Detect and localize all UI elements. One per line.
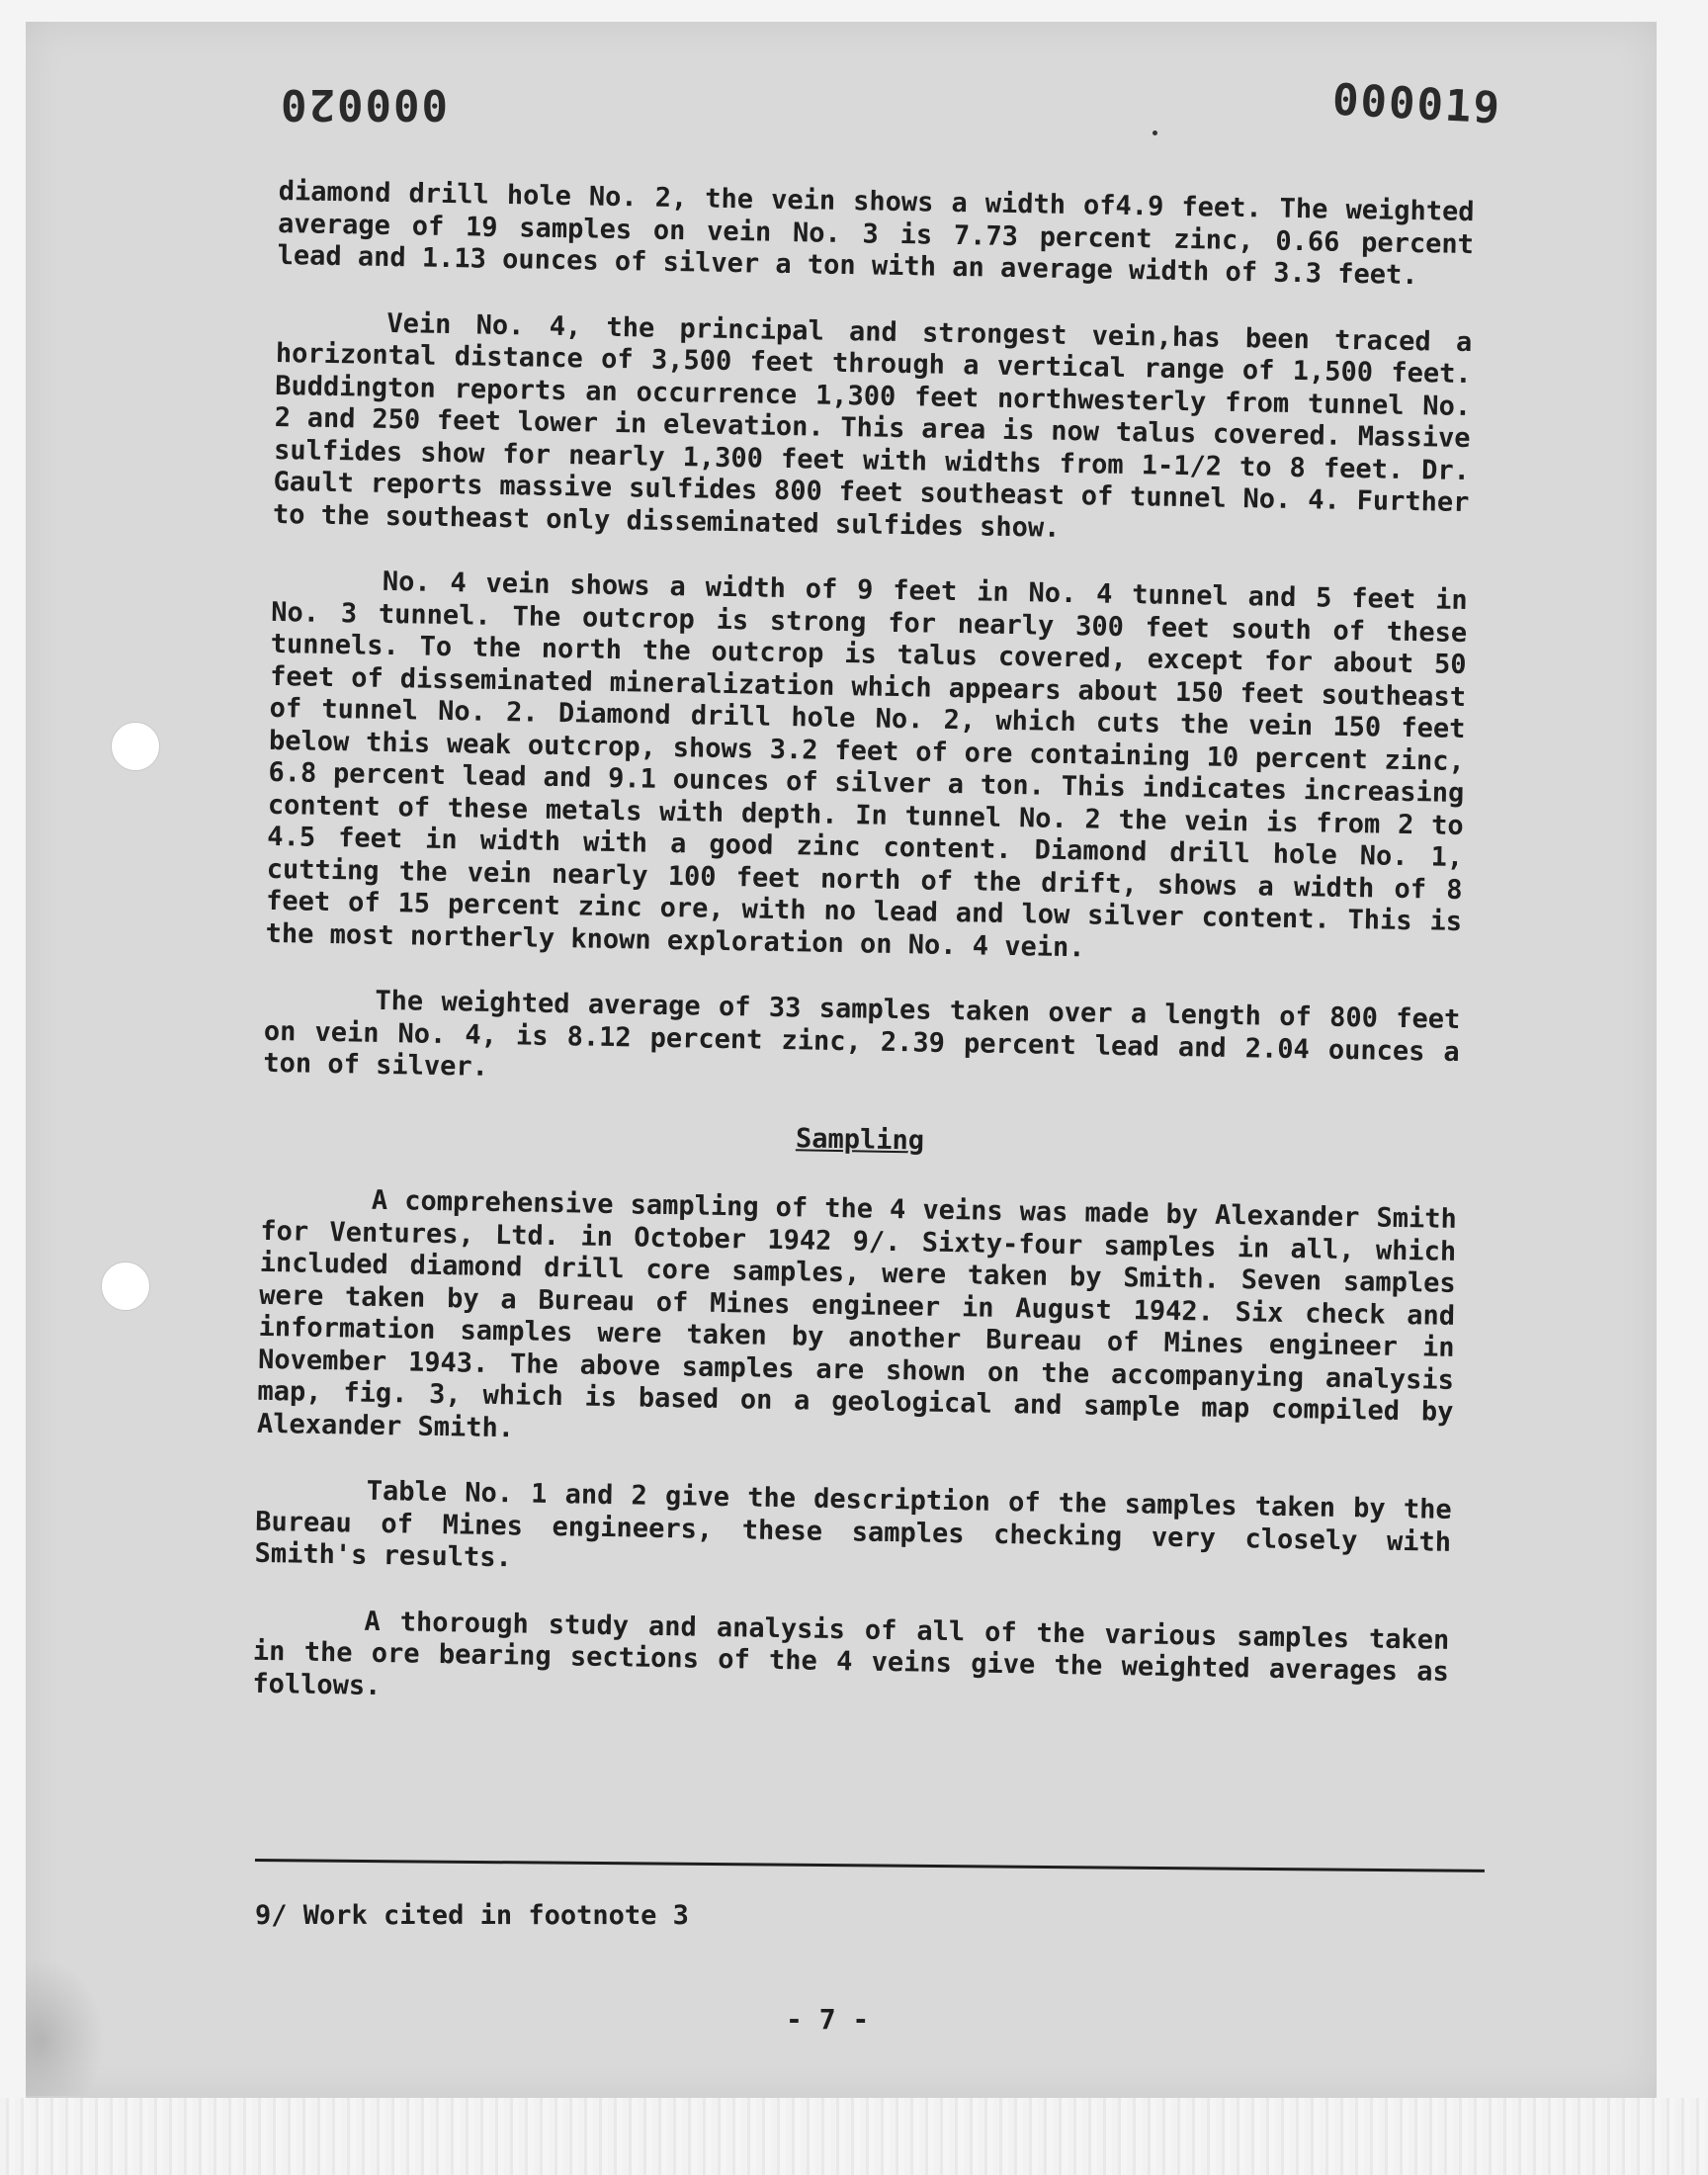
paragraph-sampling-overview: A comprehensive sampling of the 4 veins was made by Alexander Smith for Ventures, Ltd. in October 1942 9/. Sixty-four samples in all, which included diamond drill core samples, were taken by Smith. Seven samples were taken by a Bureau of Mines engineer in August 1942. Six check and information samples were taken by another Bureau of Mines engineer in November 1943. The above samples are shown on the accompanying analysis map, fig. 3, which is based on a geological and sample map compiled by Alexander Smith. — [256, 1184, 1458, 1443]
page-number: - 7 - — [786, 2003, 870, 2036]
paragraph-sampling-averages: A thorough study and analysis of all of the various samples taken in the ore bearing sections of the 4 veins give the weighted averages as follows. — [252, 1606, 1450, 1701]
punch-hole-upper — [111, 722, 160, 771]
paragraph-vein-4-trace: Vein No. 4, the principal and strongest vein,has been traced a horizontal distance of 3,500 feet through a vertical range of 1,500 feet. Buddington reports an occurrence 1,300 feet northwesterly from tunnel No. 2 and 250 feet lower in elevation. This area is now talus covered. Massive sulfides show for nearly 1,300 feet with widths from 1-1/2 to 8 feet. Dr. Gault reports massive sulfides 800 feet southeast of tunnel No. 4. Further to the southeast only disseminated sulfides show. — [272, 307, 1473, 544]
punch-hole-lower — [101, 1262, 150, 1311]
paragraph-vein-3-continued: diamond drill hole No. 2, the vein shows a width of4.9 feet. The weighted average of 19 samples on vein No. 3 is 7.73 percent zinc, 0.66 percent lead and 1.13 ounces of silver a ton with an average width of 3.3 feet. — [277, 176, 1475, 292]
paragraph-vein-4-average: The weighted average of 33 samples taken over a length of 800 feet on vein No. 4, is 8.12 percent zinc, 2.39 percent lead and 2.04 ounces a ton of silver. — [263, 985, 1461, 1083]
scanner-bed-strip — [0, 2098, 1708, 2175]
section-heading-sampling: Sampling — [795, 1122, 925, 1157]
document-id-stamp-right: 000019 — [1330, 74, 1503, 134]
paragraph-sampling-tables: Table No. 1 and 2 give the description of the samples taken by the Bureau of Mines engineers, these samples checking very closely with Smith's results. — [254, 1475, 1452, 1574]
scan-smudge — [26, 1958, 105, 2096]
document-id-stamp-left: 000020 — [279, 79, 448, 130]
footnote: 9/ Work cited in footnote 3 — [255, 1900, 689, 1931]
ink-speck — [1153, 130, 1157, 135]
body-text — [251, 176, 1474, 1755]
paragraph-vein-4-width: No. 4 vein shows a width of 9 feet in No. 4 tunnel and 5 feet in No. 3 tunnel. The outcrop is strong for nearly 300 feet south of these tunnels. To the north the outcrop is talus covered, except for about 50 feet of disseminated mineralization which appears about 150 feet southeast of tunnel No. 2. Diamond drill hole No. 2, which cuts the vein 150 feet below this weak outcrop, shows 3.2 feet of ore containing 10 percent zinc, 6.8 percent lead and 9.1 ounces of silver a ton. This indicates increasing content of these metals with depth. In tunnel No. 2 the vein is from 2 to 4.5 feet in width with a good zinc content. Diamond drill hole No. 1, cutting the vein nearly 100 feet north of the drift, shows a width of 8 feet of 15 percent zinc ore, with no lead and low silver content. This is the most northerly known exploration on No. 4 vein. — [265, 566, 1468, 963]
